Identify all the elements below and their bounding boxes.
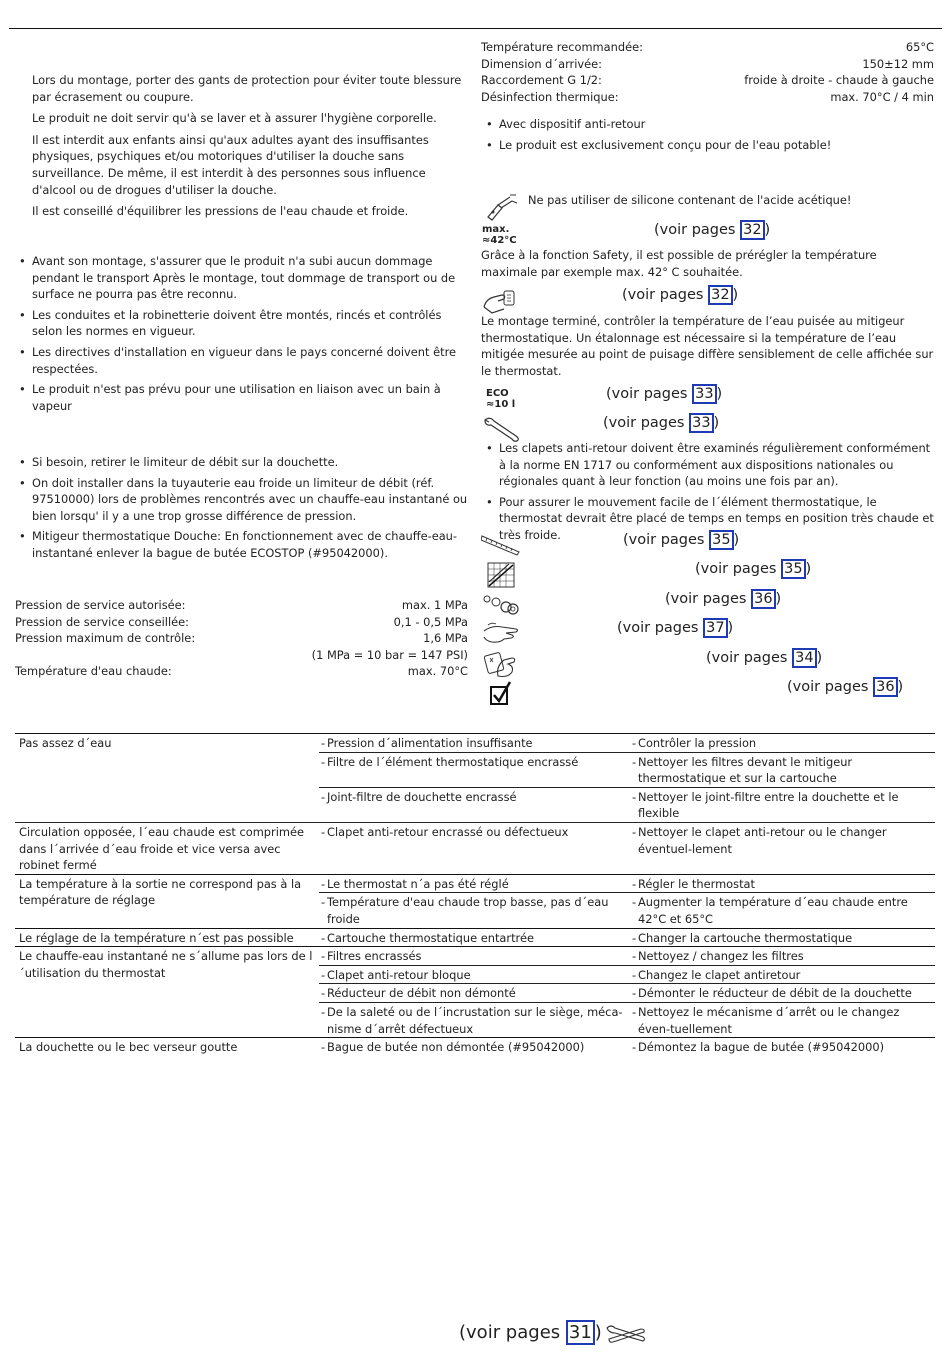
ref-thermostat-calibration[interactable]	[622, 285, 738, 305]
table-row	[15, 874, 935, 893]
dimensions-ruler-icon	[481, 532, 521, 556]
ref-suffix: )	[775, 591, 782, 607]
page-link[interactable]: 31	[566, 1320, 595, 1345]
cause-cell: - Pression d´alimentation insuffisante	[319, 734, 630, 753]
remedy-cell: - Augmenter la température d´eau chaude entre 42°C et 65°C	[630, 893, 935, 928]
ref-prefix: (voir pages	[695, 561, 782, 577]
spec-label: Pression de service autorisée:	[15, 598, 186, 612]
ref-prefix: (voir pages	[787, 679, 874, 695]
spec-value: (1 MPa = 10 bar = 147 PSI)	[311, 647, 468, 662]
ref-tools[interactable]	[459, 1320, 602, 1346]
spec-row	[481, 56, 934, 73]
problem-cell: Circulation opposée, l´eau chaude est comprimée dans l´arrivée d´eau froide et vice versa avec robinet fermé	[15, 822, 319, 874]
table-row	[15, 734, 935, 753]
list-item: • Les conduites et la robinetterie doivent être montés, rincés et contrôlés selon les normes en vigueur.	[17, 307, 468, 340]
remedy-cell: - Nettoyez le mécanisme d´arrêt ou le changez éven-tuellement	[630, 1002, 935, 1037]
remedy-cell: - Nettoyer le joint-filtre entre la douchette et le flexible	[630, 787, 935, 822]
eco-label: ECO	[486, 388, 509, 399]
ref-prefix: (voir pages	[603, 415, 690, 431]
ref-eco[interactable]	[606, 384, 722, 404]
ref-prefix: (voir pages	[623, 532, 710, 548]
max-temp-value: ≈42°C	[482, 235, 517, 246]
cause-cell: - Filtre de l´élément thermostatique encrassé	[319, 752, 630, 787]
spec-label: Raccordement G 1/2:	[481, 73, 602, 88]
ref-dimensions[interactable]	[623, 530, 739, 550]
eco-flow-icon	[486, 388, 526, 410]
ref-prefix: (voir pages	[606, 386, 693, 402]
page-link[interactable]: 32	[708, 285, 732, 305]
cause-cell: - Cartouche thermostatique entartrée	[319, 928, 630, 947]
spec-value: 150±12 mm	[862, 56, 934, 71]
max-temperature-icon	[482, 224, 522, 246]
cause-cell: - Clapet anti-retour bloque	[319, 965, 630, 984]
spec-value: max. 70°C / 4 min	[830, 89, 934, 104]
spec-value: 0,1 - 0,5 MPa	[393, 614, 468, 629]
ref-suffix: )	[716, 386, 723, 402]
ref-suffix: )	[897, 679, 904, 695]
list-item: • Pour assurer le mouvement facile de l´élément thermostatique, le thermostat devrait être placé de temps en temps en position très chaude et très froide.	[484, 494, 934, 544]
list-item: • Si besoin, retirer le limiteur de débit sur la douchette.	[17, 454, 468, 471]
list-item: • Mitigeur thermostatique Douche: En fonctionnement avec de chauffe-eau-instantané enlever la bague de butée ECOSTOP (#95042000).	[17, 528, 468, 561]
ref-suffix: )	[713, 415, 720, 431]
cause-cell: - Clapet anti-retour encrassé ou défectueux	[319, 822, 630, 874]
spec-value: froide à droite - chaude à gauche	[744, 73, 934, 88]
table-row	[15, 1038, 935, 1056]
spec-value: 1,6 MPa	[423, 631, 468, 646]
ref-flow-diagram[interactable]	[695, 559, 811, 579]
list-item: • Les directives d'installation en vigueur dans le pays concerné doivent être respectées.	[17, 344, 468, 377]
pressure-balance-text: Il est conseillé d'équilibrer les pressions de l'eau chaude et froide.	[32, 204, 409, 219]
wrench-icon	[482, 416, 522, 442]
ref-maintenance[interactable]	[603, 413, 719, 433]
page-link[interactable]: 34	[792, 648, 816, 668]
problem-cell: La température à la sortie ne correspond pas à la température de réglage	[15, 874, 319, 928]
problem-cell: Le chauffe-eau instantané ne s´allume pas lors de l´utilisation du thermostat	[15, 947, 319, 1038]
page-link[interactable]: 35	[709, 530, 733, 550]
remedy-cell: - Démontez la bague de butée (#95042000)	[630, 1038, 935, 1056]
supervision-text: Il est interdit aux enfants ainsi qu'aux adultes ayant des insuffisantes physiques, psychiques et/ou motoriques d'utiliser la douche sans surveillance. De même, il est interdit à des personnes sous influence d'alcool ou de drogues d'utiliser la douche.	[32, 132, 429, 197]
ref-prefix: (voir pages	[622, 287, 709, 303]
spec-row	[481, 89, 934, 106]
cause-cell: - Température d'eau chaude trop basse, pas d´eau froide	[319, 893, 630, 928]
ref-prefix: (voir pages	[706, 650, 793, 666]
thermostat-adjust-icon	[482, 287, 518, 315]
cause-cell: - Bague de butée non démontée (#95042000)	[319, 1038, 630, 1056]
safety-gloves-text: Lors du montage, porter des gants de protection pour éviter toute blessure par écrasement ou coupure.	[32, 73, 462, 104]
spec-label: Pression de service conseillée:	[15, 614, 189, 629]
spec-row	[15, 663, 468, 680]
spec-label: Température d'eau chaude:	[15, 664, 172, 679]
ref-spare-parts[interactable]	[665, 589, 781, 609]
list-item: • Avec dispositif anti-retour	[484, 116, 934, 133]
spec-label: Température recommandée:	[481, 40, 643, 54]
problem-cell: Le réglage de la température n´est pas possible	[15, 928, 319, 947]
remedy-cell: - Régler le thermostat	[630, 874, 935, 893]
ref-suffix: )	[816, 650, 823, 666]
ref-max-temperature[interactable]	[654, 220, 770, 240]
cause-cell: - Réducteur de débit non démonté	[319, 984, 630, 1003]
installation-notes	[17, 253, 468, 418]
spec-value: max. 70°C	[407, 664, 468, 679]
page-link[interactable]: 35	[781, 559, 805, 579]
spec-value: 65°C	[905, 40, 934, 54]
cause-cell: - De la saleté ou de l´incrustation sur le siège, méca-nisme d´arrêt défectueux	[319, 1002, 630, 1037]
tools-icon	[605, 1323, 647, 1345]
ref-cleaning[interactable]	[706, 648, 822, 668]
spec-row	[15, 647, 468, 664]
technical-specs	[481, 39, 934, 105]
ref-operation[interactable]	[617, 618, 733, 638]
table-row	[15, 928, 935, 947]
product-features	[484, 116, 934, 157]
silicone-warning: Ne pas utiliser de silicone contenant de l'acide acétique!	[528, 193, 852, 207]
table-row	[15, 947, 935, 966]
troubleshooting-table	[15, 733, 935, 1056]
spec-label: Désinfection thermique:	[481, 89, 619, 104]
problem-cell: La douchette ou le bec verseur goutte	[15, 1038, 319, 1056]
page-link[interactable]: 33	[692, 384, 716, 404]
spec-row	[481, 39, 934, 56]
header-rule	[9, 28, 942, 29]
remedy-cell: - Nettoyez / changez les filtres	[630, 947, 935, 966]
check-box-icon	[489, 681, 513, 707]
spec-value: max. 1 MPa	[401, 598, 468, 612]
spec-label: Dimension d´arrivée:	[481, 56, 602, 71]
ref-suffix: )	[732, 287, 739, 303]
spec-row	[481, 72, 934, 89]
spare-parts-icon	[482, 592, 522, 618]
remedy-cell: - Changez le clapet antiretour	[630, 965, 935, 984]
safety-function-text: Grâce à la fonction Safety, il est possible de prérégler la température maximale par exemple max. 42° C souhaitée.	[481, 248, 877, 279]
remedy-cell: - Changer la cartouche thermostatique	[630, 928, 935, 947]
left-column-intro	[32, 72, 468, 220]
ref-test-certificate[interactable]	[787, 677, 903, 697]
page-link[interactable]: 36	[751, 589, 775, 609]
list-item: • Le produit n'est pas prévu pour une utilisation en liaison avec un bain à vapeur	[17, 381, 468, 414]
page-link[interactable]: 37	[703, 618, 727, 638]
ref-suffix: )	[733, 532, 740, 548]
ref-prefix: (voir pages	[459, 1322, 566, 1343]
ref-suffix: )	[727, 620, 734, 636]
spec-label: Pression maximum de contrôle:	[15, 631, 196, 646]
list-item: • Le produit est exclusivement conçu pour de l'eau potable!	[484, 137, 934, 154]
calibration-text: Le montage terminé, contrôler la température de l’eau puisée au mitigeur thermostatique. Un étalonnage est nécessaire si la température de l’eau mitigée mesurée au point de puisage diffère sensiblement de celle affichée sur le thermostat.	[481, 314, 934, 378]
remedy-cell: - Contrôler la pression	[630, 734, 935, 753]
pressure-specs	[15, 597, 468, 680]
page-link[interactable]: 32	[740, 220, 764, 240]
ref-suffix: )	[594, 1322, 602, 1343]
table-row	[15, 822, 935, 874]
ref-prefix: (voir pages	[665, 591, 752, 607]
ref-suffix: )	[764, 222, 771, 238]
list-item: • Avant son montage, s'assurer que le produit n'a subi aucun dommage pendant le transport Après le montage, tout dommage de transport ou de surface ne pourra pas être reconnu.	[17, 253, 468, 303]
operation-hand-icon	[482, 621, 522, 647]
silicone-gun-icon	[484, 193, 518, 221]
spec-row	[15, 630, 468, 647]
ref-prefix: (voir pages	[654, 222, 741, 238]
ref-prefix: (voir pages	[617, 620, 704, 636]
flow-limiter-notes	[17, 454, 468, 566]
page-link[interactable]: 36	[873, 677, 897, 697]
spec-row	[15, 614, 468, 631]
spec-row	[15, 597, 468, 614]
problem-cell: Pas assez d´eau	[15, 734, 319, 823]
page-link[interactable]: 33	[689, 413, 713, 433]
remedy-cell: - Démonter le réducteur de débit de la douchette	[630, 984, 935, 1003]
remedy-cell: - Nettoyer le clapet anti-retour ou le changer éventuel-lement	[630, 822, 935, 874]
max-label: max.	[482, 224, 510, 235]
cause-cell: - Joint-filtre de douchette encrassé	[319, 787, 630, 822]
cause-cell: - Le thermostat n´a pas été réglé	[319, 874, 630, 893]
eco-flow-value: ≈10 l	[486, 399, 516, 410]
remedy-cell: - Nettoyer les filtres devant le mitigeur thermostatique et sur la cartouche	[630, 752, 935, 787]
cause-cell: - Filtres encrassés	[319, 947, 630, 966]
cleaning-icon	[484, 650, 520, 678]
intended-use-text: Le produit ne doit servir qu'à se laver et à assurer l'hygiène corporelle.	[32, 111, 437, 126]
list-item: • On doit installer dans la tuyauterie eau froide un limiteur de débit (réf. 97510000) lors de problèmes rencontrés avec un chauffe-eau instantané ou bien lorsqu' il y a une trop grosse différence de pression.	[17, 475, 468, 525]
list-item: • Les clapets anti-retour doivent être examinés régulièrement conformément à la norme EN 1717 ou conformément aux dispositions nationales ou régionales quant à leur fonction (au moins une fois par an).	[484, 440, 934, 490]
flow-diagram-icon	[487, 562, 515, 588]
ref-suffix: )	[805, 561, 812, 577]
